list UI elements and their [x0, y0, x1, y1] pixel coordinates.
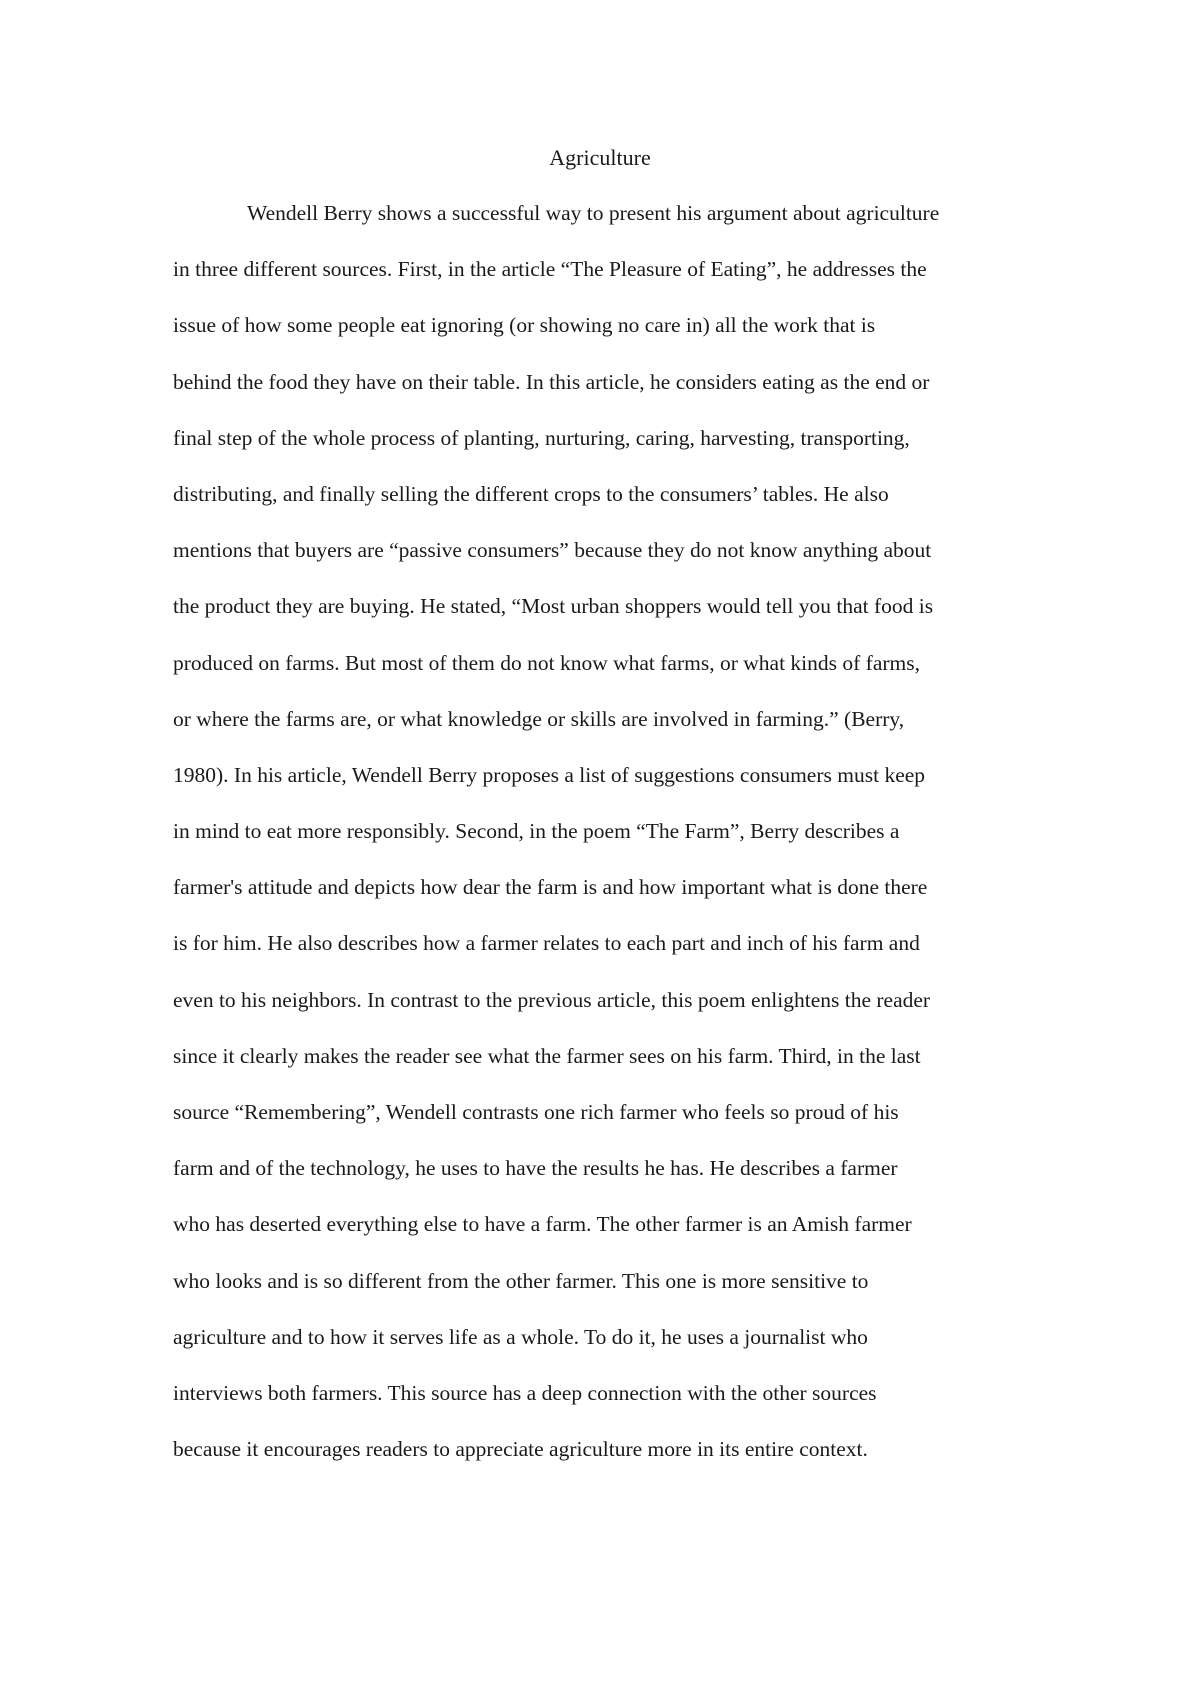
paragraph-line: who has deserted everything else to have a farm. The other farmer is an Amish farmer: [173, 1212, 912, 1237]
paragraph-line: in three different sources. First, in the article “The Pleasure of Eating”, he addresses the: [173, 257, 927, 282]
paragraph-line: produced on farms. But most of them do not know what farms, or what kinds of farms,: [173, 650, 920, 675]
paragraph-line: source “Remembering”, Wendell contrasts one rich farmer who feels so proud of his: [173, 1100, 899, 1124]
paragraph-line: is for him. He also describes how a farmer relates to each part and inch of his farm and: [173, 931, 920, 956]
paragraph-line: interviews both farmers. This source has a deep connection with the other sources: [173, 1380, 877, 1405]
paragraph-line: or where the farms are, or what knowledge or skills are involved in farming.” (Berry,: [173, 706, 905, 731]
paragraph-line: the product they are buying. He stated, “Most urban shoppers would tell you that food is: [173, 594, 934, 619]
paragraph-line: final step of the whole process of planting, nurturing, caring, harvesting, transporting,: [173, 425, 910, 450]
paragraph-line: agriculture and to how it serves life as a whole. To do it, he uses a journalist who: [173, 1324, 868, 1349]
paragraph-line: issue of how some people eat ignoring (or showing no care in) all the work that is: [173, 313, 876, 338]
paragraph-line: in mind to eat more responsibly. Second, in the poem “The Farm”, Berry describes a: [173, 819, 900, 844]
paragraph-line: behind the food they have on their table. In this article, he considers eating as the end or: [173, 369, 930, 394]
paragraph-line: distributing, and finally selling the different crops to the consumers’ tables. He also: [173, 481, 889, 506]
paragraph-line: since it clearly makes the reader see what the farmer sees on his farm. Third, in the last: [173, 1043, 921, 1068]
body-paragraph: [173, 198, 1073, 1490]
paragraph-line: farm and of the technology, he uses to have the results he has. He describes a farmer: [173, 1156, 898, 1181]
paragraph-line: farmer's attitude and depicts how dear the farm is and how important what is done there: [173, 875, 928, 900]
document-title: Agriculture: [549, 145, 651, 170]
paragraph-line: who looks and is so different from the other farmer. This one is more sensitive to: [173, 1268, 869, 1293]
paragraph-line: 1980). In his article, Wendell Berry proposes a list of suggestions consumers must keep: [173, 762, 926, 787]
paragraph-line: Wendell Berry shows a successful way to present his argument about agriculture: [247, 201, 940, 225]
paragraph-line: even to his neighbors. In contrast to the previous article, this poem enlightens the reader: [173, 987, 931, 1012]
paragraph-line: because it encourages readers to appreciate agriculture more in its entire context.: [173, 1437, 868, 1462]
paragraph-line: mentions that buyers are “passive consumers” because they do not know anything about: [173, 538, 932, 563]
